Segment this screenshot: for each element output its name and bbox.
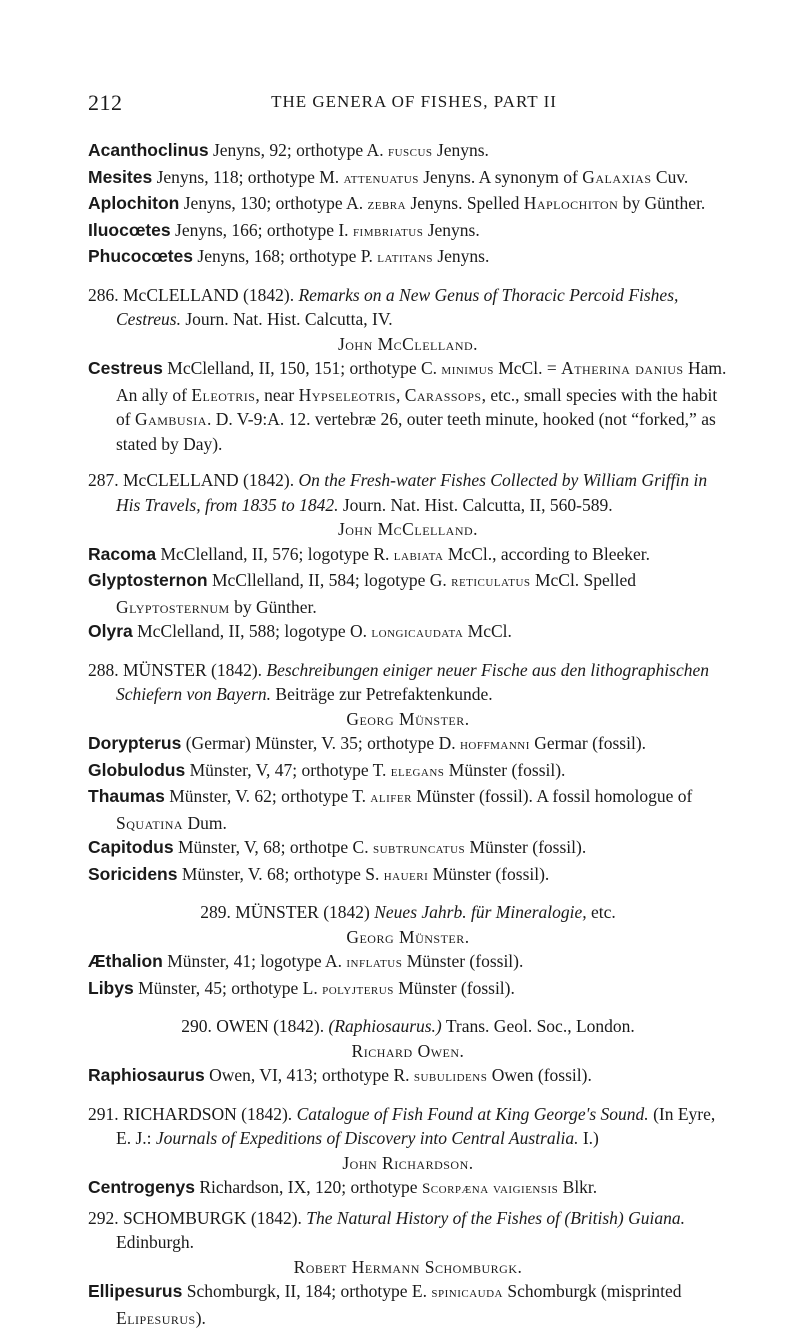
genus-entry: Centrogenys Richardson, IX, 120; orthotype Scorpæna vaigiensis Blkr. (88, 1177, 598, 1197)
page-body (88, 138, 728, 1330)
reference-292: 292. SCHOMBURGK (1842). The Natural History of the Fishes of (British) Guiana. Edinburgh. (88, 1207, 685, 1252)
genus-entry: Capitodus Münster, V, 68; orthotpe C. subtruncatus Münster (fossil). (88, 837, 587, 857)
genus-entry: Aplochiton Jenyns, 130; orthotype A. zebra Jenyns. Spelled Haplochiton by Günther. (88, 193, 706, 213)
reference-288: 288. MÜNSTER (1842). Beschreibungen einiger neuer Fische aus den lithographischen Schiefern von Bayern. Beiträge zur Petrefaktenkunde. (88, 659, 709, 704)
reference-author: John McClelland. (337, 519, 479, 539)
genus-entry: Thaumas Münster, V. 62; orthotype T. alifer Münster (fossil). A fossil homologue of Squatina Dum. (88, 786, 693, 833)
reference-290: 290. OWEN (1842). (Raphiosaurus.) Trans. Geol. Soc., London. (181, 1016, 635, 1036)
reference-287: 287. McCLELLAND (1842). On the Fresh-water Fishes Collected by William Griffin in His Travels, from 1835 to 1842. Journ. Nat. Hist. Calcutta, II, 560-589. (88, 470, 708, 515)
reference-author: Georg Münster. (346, 708, 470, 729)
reference-289: 289. MÜNSTER (1842) Neues Jahrb. für Mineralogie, etc. (200, 902, 616, 922)
genus-entry: Cestreus McClelland, II, 150, 151; orthotype C. minimus McCl. = Atherina danius Ham. An ally of Eleotris, near Hypseleotris, Carassops, etc., small species with the habit of Gambusia. D. V-9:A. 12. vertebræ 26, outer teeth minute, hooked (not “forked,” as stated by Day). (88, 358, 727, 454)
genus-entry: Soricidens Münster, V. 68; orthotype S. haueri Münster (fossil). (88, 863, 550, 884)
reference-291: 291. RICHARDSON (1842). Catalogue of Fish Found at King George's Sound. (In Eyre, E. J.: Journals of Expeditions of Discovery into Central Australia. I.) (88, 1103, 716, 1148)
reference-author: Georg Münster. (346, 926, 470, 947)
reference-author: John Richardson. (342, 1152, 474, 1173)
genus-entry: Æthalion Münster, 41; logotype A. inflatus Münster (fossil). (88, 951, 524, 971)
reference-286: 286. McCLELLAND (1842). Remarks on a New Genus of Thoracic Percoid Fishes, Cestreus. Journ. Nat. Hist. Calcutta, IV. (88, 284, 679, 329)
genus-entry: Iluocœtes Jenyns, 166; orthotype I. fimbriatus Jenyns. (88, 219, 480, 240)
genus-entry: Mesites Jenyns, 118; orthotype M. attenuatus Jenyns. A synonym of Galaxias Cuv. (88, 166, 689, 187)
genus-entry: Racoma McClelland, II, 576; logotype R. labiata McCl., according to Bleeker. (88, 543, 650, 564)
running-header (88, 90, 720, 120)
reference-author: John McClelland. (337, 333, 479, 354)
genus-entry: Globulodus Münster, V, 47; orthotype T. elegans Münster (fossil). (88, 759, 566, 780)
genus-entry: Ellipesurus Schomburgk, II, 184; orthotype E. spinicauda Schomburgk (misprinted Elipesurus). (88, 1281, 682, 1328)
genus-entry: Glyptosternon McCllelland, II, 584; logotype G. reticulatus McCl. Spelled Glyptosternum by Günther. (88, 570, 637, 617)
genus-entry: Libys Münster, 45; orthotype L. polyjterus Münster (fossil). (88, 977, 515, 998)
reference-author: Robert Hermann Schomburgk. (293, 1256, 523, 1277)
genus-entry: Olyra McClelland, II, 588; logotype O. longicaudata McCl. (88, 621, 512, 641)
reference-author: Richard Owen. (351, 1040, 465, 1061)
genus-entry: Phucocœtes Jenyns, 168; orthotype P. latitans Jenyns. (88, 246, 490, 266)
genus-entry: Dorypterus (Germar) Münster, V. 35; orthotype D. hoffmanni Germar (fossil). (88, 733, 647, 753)
genus-entry: Acanthoclinus Jenyns, 92; orthotype A. fuscus Jenyns. (88, 140, 489, 160)
running-title: THE GENERA OF FISHES, PART II (271, 92, 557, 111)
page-number: 212 (88, 90, 123, 115)
genus-entry: Raphiosaurus Owen, VI, 413; orthotype R. subulidens Owen (fossil). (88, 1065, 592, 1085)
